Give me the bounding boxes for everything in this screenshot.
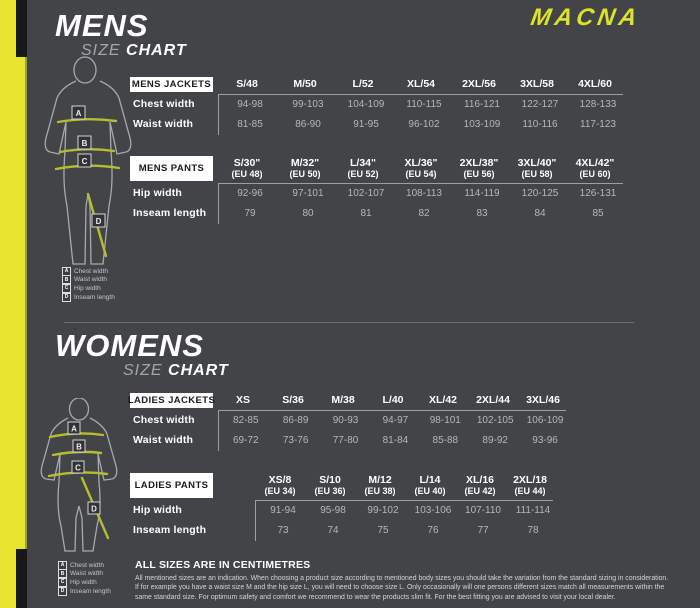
cell: 126-131 — [579, 187, 617, 199]
col-header: XL/42 — [428, 394, 457, 406]
cell: 117-123 — [580, 118, 616, 130]
mens-pants-table — [130, 154, 630, 223]
col-header: L/40 — [382, 394, 404, 406]
size-line: M/32" — [290, 156, 320, 169]
table-row — [130, 94, 630, 114]
cell: 74 — [327, 524, 339, 536]
legend-label: Waist width — [70, 570, 103, 578]
cell: 110-115 — [406, 98, 442, 110]
eu-line: (EU 38) — [364, 485, 396, 496]
mens-marker-b: B — [81, 139, 88, 148]
row-label: Waist width — [133, 118, 194, 130]
col-header — [508, 158, 566, 180]
eu-line: (EU 52) — [347, 168, 379, 179]
cell: 82 — [418, 207, 430, 219]
size-line: L/34" — [350, 156, 376, 169]
cell: 103-109 — [463, 118, 501, 130]
legend-item — [62, 293, 115, 302]
size-line: XS/8 — [268, 473, 292, 486]
col-header — [566, 158, 624, 180]
cell: 81-84 — [382, 434, 409, 446]
legend-label: Chest width — [70, 561, 104, 569]
cell: 120-125 — [521, 187, 559, 199]
table-rule — [255, 500, 256, 541]
ladies-pants-table — [130, 471, 560, 540]
cell: 79 — [244, 207, 256, 219]
cell: 85 — [592, 207, 604, 219]
col-header — [305, 475, 355, 497]
eu-line: (EU 60) — [579, 168, 611, 179]
footer-note — [135, 559, 692, 602]
table-row — [130, 410, 570, 430]
cell: 82-85 — [232, 414, 259, 426]
womens-title-block — [55, 330, 229, 380]
mens-pants-label: MENS PANTS — [130, 156, 213, 181]
mens-marker-d: D — [95, 217, 102, 226]
cell: 103-106 — [414, 504, 452, 516]
table-row — [130, 183, 630, 203]
mens-marker-c: C — [81, 157, 88, 166]
cell: 95-98 — [320, 504, 346, 516]
womens-marker-a: A — [71, 424, 77, 434]
mens-legend — [62, 267, 115, 301]
womens-subtitle-chart: CHART — [168, 362, 229, 379]
cell: 89-92 — [482, 434, 508, 446]
legend-key-d: D — [58, 587, 67, 596]
mens-subtitle-chart: CHART — [126, 42, 187, 59]
mens-marker-a: A — [75, 109, 82, 118]
stripe-notch-bottom — [16, 549, 27, 608]
legend-label: Hip width — [74, 284, 101, 292]
ladies-jackets-label: LADIES JACKETS — [127, 395, 216, 406]
col-header: S/48 — [236, 78, 258, 90]
legend-item — [58, 587, 111, 596]
col-header: XL/54 — [406, 78, 435, 90]
col-header — [276, 158, 334, 180]
col-header — [505, 475, 555, 497]
size-line: M/12 — [368, 473, 392, 486]
legend-item — [58, 561, 111, 570]
ladies-pants-label: LADIES PANTS — [130, 473, 213, 498]
womens-subtitle-size: SIZE — [123, 362, 163, 379]
cell: 98-101 — [429, 414, 461, 426]
col-header: 4XL/60 — [578, 78, 612, 90]
cell: 114-119 — [464, 187, 500, 199]
cell: 110-116 — [522, 118, 558, 130]
womens-figure-head — [70, 398, 89, 420]
col-header: M/50 — [293, 78, 317, 90]
footer-line: If for example you have a waist size M and the hip size L, you will need to choose size L. Only occasionally will one persons different sizes match all measurements within the — [135, 584, 665, 592]
eu-line: (EU 36) — [314, 485, 346, 496]
table-rule — [218, 183, 219, 224]
col-header — [355, 475, 405, 497]
table-rule — [218, 410, 566, 411]
mens-subtitle-size: SIZE — [81, 42, 121, 59]
cell: 122-127 — [521, 98, 559, 110]
table-row — [130, 500, 560, 520]
macna-logo: MACNA — [528, 4, 643, 31]
col-header — [450, 158, 508, 180]
table-rule — [218, 410, 219, 451]
col-header — [405, 475, 455, 497]
ladies-jackets-table — [127, 391, 570, 450]
cell: 84 — [534, 207, 546, 219]
cell: 104-109 — [347, 98, 385, 110]
cell: 128-133 — [579, 98, 617, 110]
cell: 93-96 — [532, 434, 558, 446]
table-row — [130, 114, 630, 134]
cell: 81-85 — [237, 118, 263, 130]
row-label: Chest width — [133, 98, 195, 110]
womens-marker-c: C — [75, 463, 81, 473]
womens-subtitle — [123, 362, 229, 380]
size-line: XL/16 — [465, 473, 494, 486]
table-rule — [255, 500, 553, 501]
cell: 75 — [377, 524, 389, 536]
womens-marker-b: B — [76, 442, 82, 452]
row-label: Inseam length — [133, 207, 207, 219]
cell: 78 — [527, 524, 539, 536]
eu-line: (EU 54) — [405, 168, 437, 179]
womens-marker-d: D — [91, 504, 97, 514]
mens-chest-line — [58, 119, 116, 122]
row-label: Hip width — [133, 187, 183, 199]
cell: 94-97 — [382, 414, 409, 426]
col-header — [218, 158, 276, 180]
mens-jackets-label: MENS JACKETS — [131, 79, 212, 90]
legend-key-d: D — [62, 293, 71, 302]
mens-waist-line — [60, 149, 114, 152]
table-rule — [218, 94, 623, 95]
legend-item — [58, 578, 111, 587]
legend-label: Inseam length — [74, 293, 115, 301]
legend-key-a: A — [58, 561, 67, 570]
cell: 102-107 — [347, 187, 385, 199]
legend-label: Chest width — [74, 267, 108, 275]
cell: 102-105 — [476, 414, 514, 426]
size-line: S/30" — [233, 156, 261, 169]
size-line: 2XL/18 — [513, 473, 547, 486]
col-header: S/36 — [282, 394, 304, 406]
cell: 86-90 — [295, 118, 321, 130]
size-line: 4XL/42" — [575, 156, 615, 169]
footer-line: All mentioned sizes are an indication. When choosing a product size according to mentioned body sizes you should take the variation from the standard sizing in consideration. — [135, 575, 669, 582]
womens-body-figure — [35, 398, 125, 558]
legend-key-c: C — [62, 284, 71, 293]
stripe-notch-top — [16, 0, 27, 57]
mens-figure-outline — [45, 81, 131, 264]
cell: 116-121 — [464, 98, 500, 110]
cell: 81 — [360, 207, 372, 219]
cell: 69-72 — [232, 434, 259, 446]
legend-key-b: B — [58, 569, 67, 578]
size-line: 2XL/38" — [459, 156, 499, 169]
cell: 92-96 — [237, 187, 263, 199]
cell: 111-114 — [515, 504, 551, 516]
cell: 73 — [277, 524, 289, 536]
eu-line: (EU 48) — [231, 168, 263, 179]
eu-line: (EU 44) — [514, 485, 546, 496]
mens-jackets-table — [130, 75, 630, 134]
legend-key-c: C — [58, 578, 67, 587]
cell: 77 — [477, 524, 489, 536]
ladies-jackets-header-row — [127, 391, 570, 410]
cell: 94-98 — [237, 98, 263, 110]
cell: 90-93 — [332, 414, 359, 426]
cell: 107-110 — [465, 504, 501, 516]
col-header: M/38 — [331, 394, 355, 406]
col-header: 3XL/58 — [520, 78, 554, 90]
cell: 85-88 — [432, 434, 459, 446]
eu-line: (EU 58) — [521, 168, 553, 179]
size-line: S/10 — [319, 473, 341, 486]
cell: 106-109 — [526, 414, 564, 426]
cell: 108-113 — [406, 187, 442, 199]
col-header — [255, 475, 305, 497]
accent-stripe — [0, 0, 27, 608]
col-header: 2XL/44 — [476, 394, 510, 406]
col-header — [334, 158, 392, 180]
mens-figure-head — [74, 57, 96, 83]
footer-heading: ALL SIZES ARE IN CENTIMETRES — [135, 559, 311, 571]
eu-line: (EU 34) — [264, 485, 296, 496]
mens-pants-header-row — [130, 154, 630, 183]
col-header: XS — [235, 394, 250, 406]
table-row — [130, 520, 560, 540]
legend-label: Hip width — [70, 578, 97, 586]
eu-line: (EU 56) — [463, 168, 495, 179]
col-header: 3XL/46 — [526, 394, 560, 406]
col-header: L/52 — [352, 78, 374, 90]
mens-body-figure — [40, 56, 135, 268]
cell: 80 — [302, 207, 314, 219]
cell: 91-94 — [270, 504, 296, 516]
cell: 83 — [476, 207, 488, 219]
table-row — [130, 203, 630, 223]
cell: 73-76 — [282, 434, 309, 446]
eu-line: (EU 40) — [414, 485, 446, 496]
mens-jackets-header-row — [130, 75, 630, 94]
section-divider — [64, 322, 634, 323]
cell: 86-89 — [282, 414, 309, 426]
mens-title-block — [55, 10, 187, 60]
footer-line: same standard size. For optimum safety and comfort we recommend to wear the products slim fit. For the best fitting you are advised to visit your local dealer. — [135, 593, 616, 601]
eu-line: (EU 42) — [464, 485, 496, 496]
legend-label: Waist width — [74, 276, 107, 284]
legend-item — [58, 570, 111, 579]
table-rule — [218, 94, 219, 135]
col-header: 2XL/56 — [462, 78, 496, 90]
row-label: Hip width — [133, 504, 183, 516]
cell: 99-103 — [292, 98, 324, 110]
legend-key-b: B — [62, 275, 71, 284]
col-header — [392, 158, 450, 180]
legend-label: Inseam length — [70, 587, 111, 595]
col-header — [455, 475, 505, 497]
cell: 76 — [427, 524, 439, 536]
row-label: Inseam length — [133, 524, 207, 536]
row-label: Waist width — [133, 434, 194, 446]
table-row — [130, 430, 570, 450]
row-label: Chest width — [133, 414, 195, 426]
mens-title: MENS — [55, 8, 149, 43]
legend-item — [62, 276, 115, 285]
womens-legend — [58, 561, 111, 595]
cell: 91-95 — [353, 118, 379, 130]
legend-key-a: A — [62, 267, 71, 276]
cell: 96-102 — [408, 118, 440, 130]
table-rule — [218, 183, 623, 184]
size-line: 3XL/40" — [517, 156, 557, 169]
cell: 99-102 — [367, 504, 399, 516]
cell: 97-101 — [292, 187, 324, 199]
legend-item — [62, 267, 115, 276]
size-line: L/14 — [419, 473, 441, 486]
size-line: XL/36" — [404, 156, 438, 169]
cell: 77-80 — [332, 434, 359, 446]
legend-item — [62, 284, 115, 293]
womens-title: WOMENS — [55, 328, 204, 363]
ladies-pants-header-row — [130, 471, 560, 500]
eu-line: (EU 50) — [289, 168, 321, 179]
